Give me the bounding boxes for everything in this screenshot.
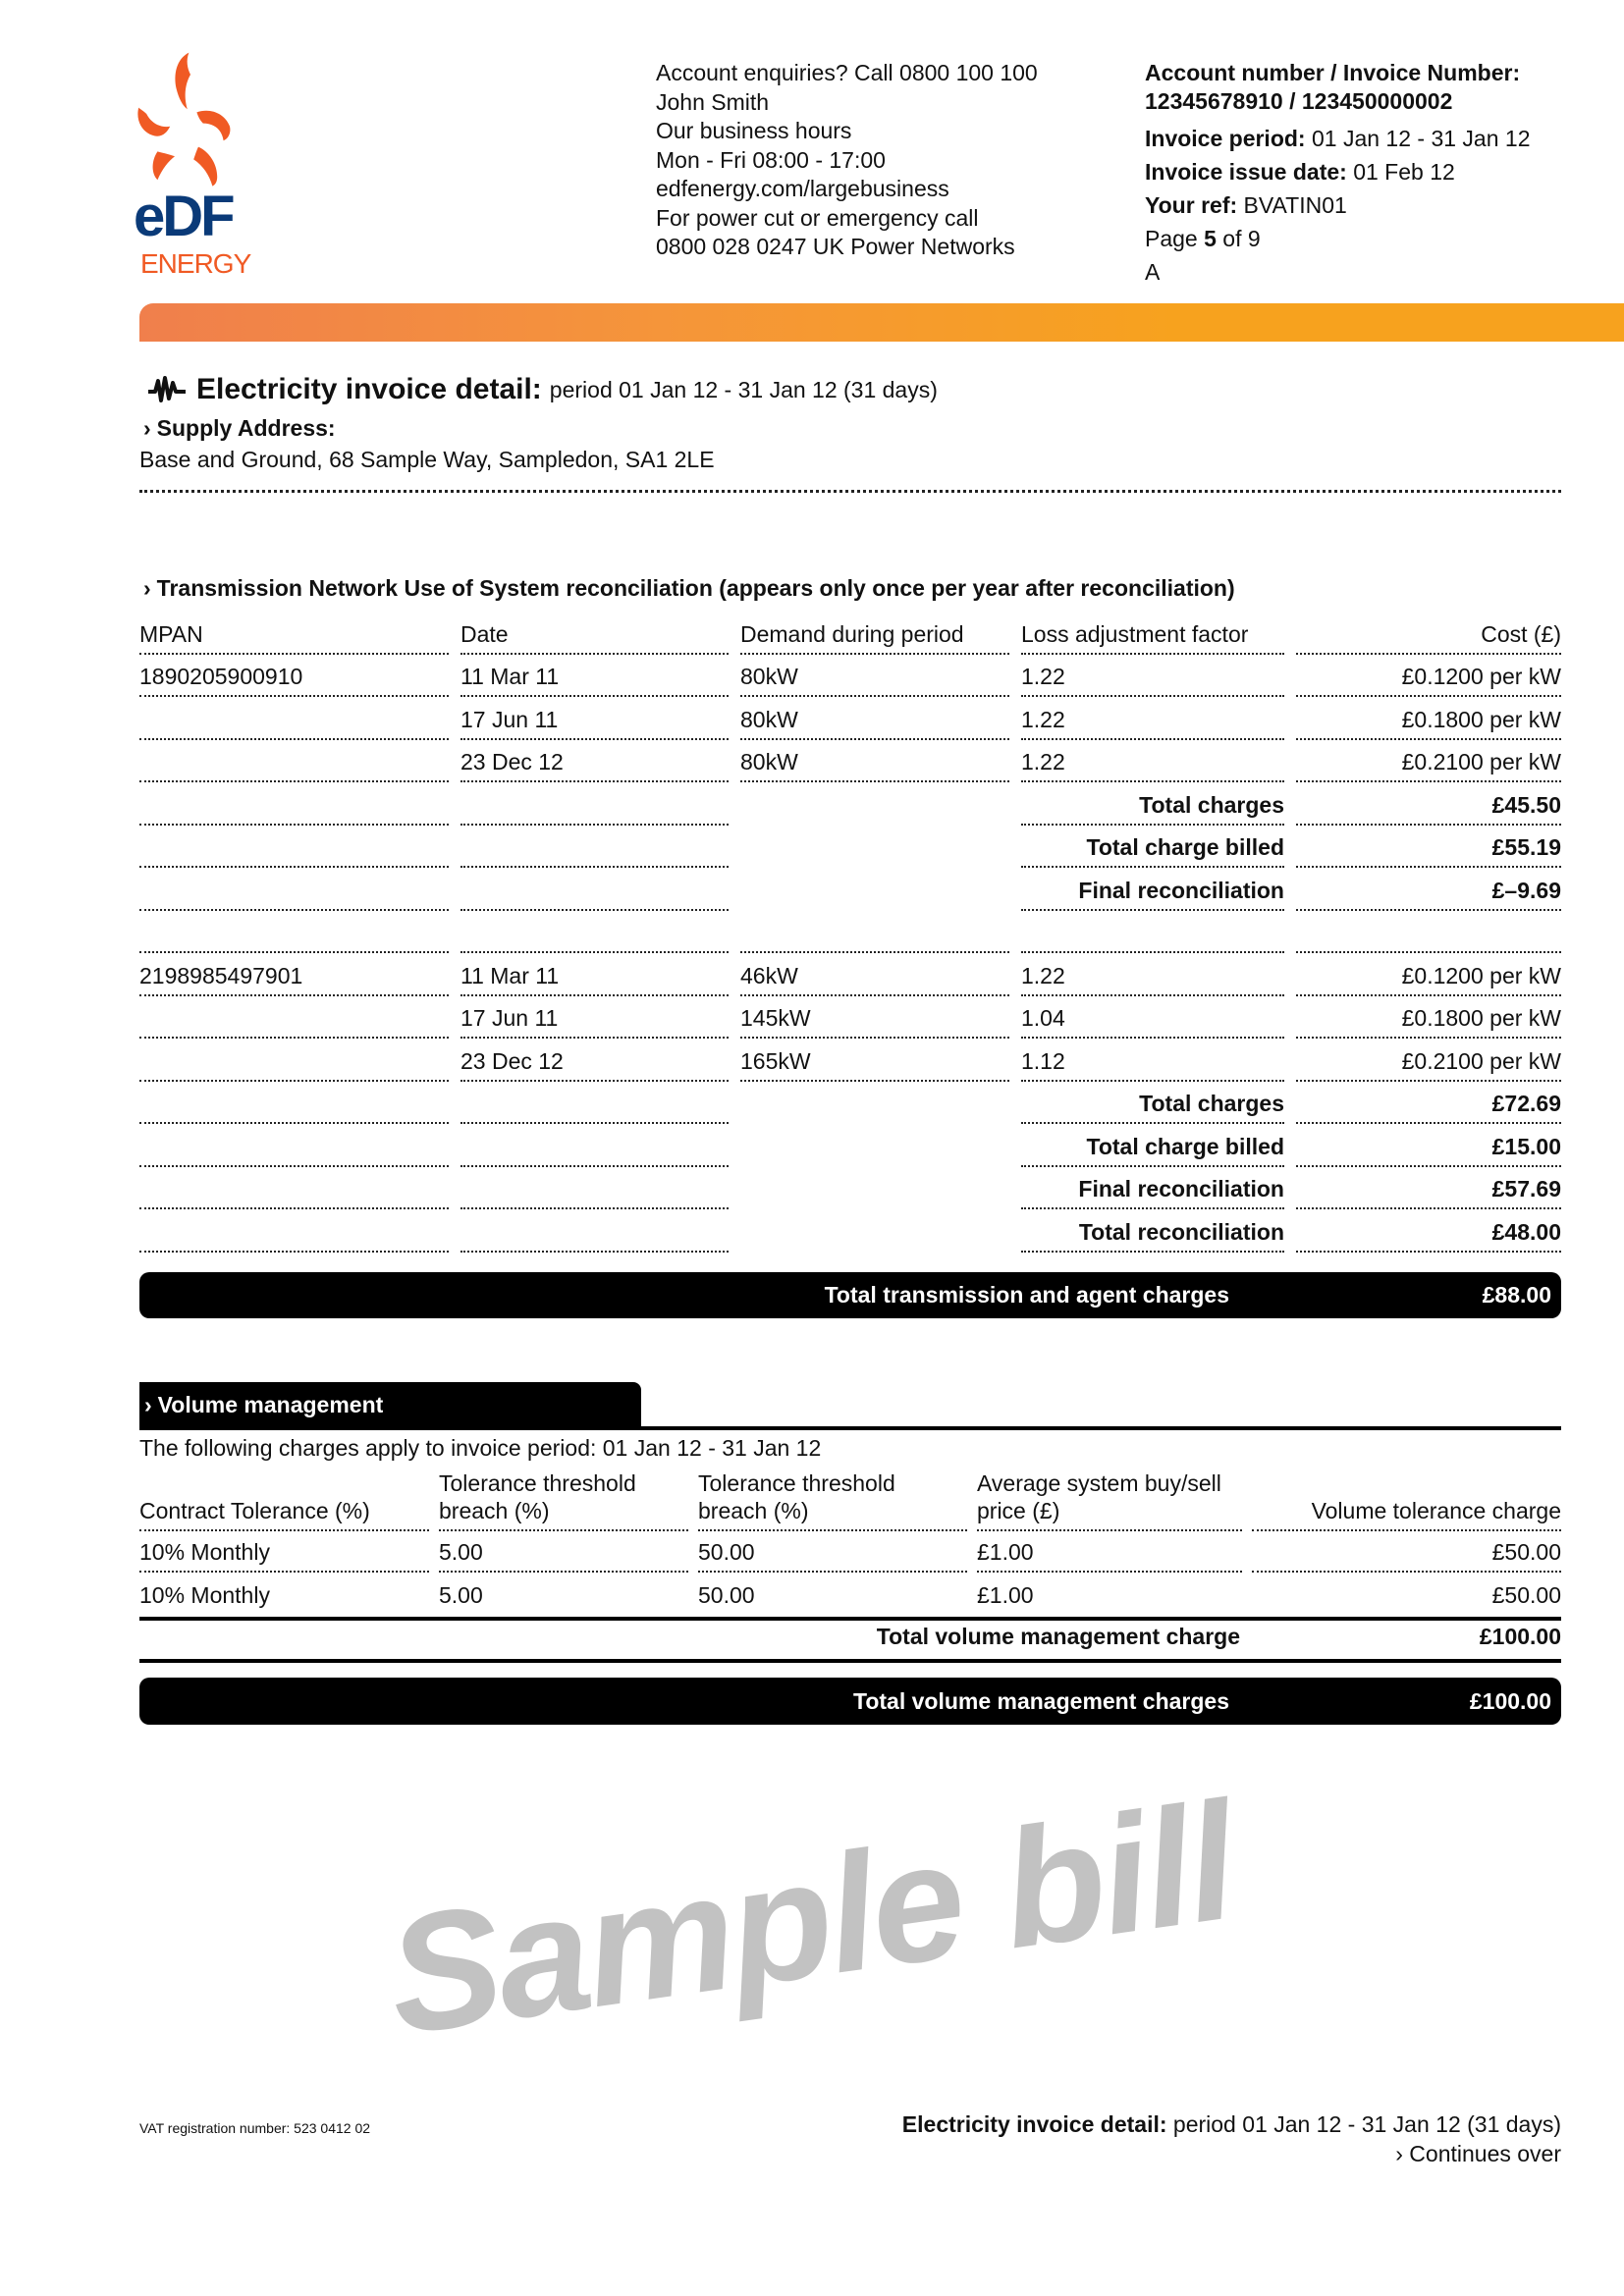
- chevron-right-icon: ›: [143, 415, 151, 441]
- account-info: [1145, 59, 1530, 289]
- contact-name: John Smith: [656, 88, 770, 115]
- chevron-right-icon: ›: [144, 1392, 152, 1417]
- volume-total-label: Total volume management charge: [876, 1624, 1240, 1649]
- footer-detail: [902, 2109, 1561, 2168]
- empty-cell: [139, 1082, 449, 1125]
- empty-cell: [460, 1209, 729, 1253]
- tnuos-table: [139, 612, 1561, 1253]
- continues-over: › Continues over: [1395, 2141, 1561, 2166]
- total-volume-label: Total volume management charges: [852, 1687, 1229, 1714]
- tnuos-heading-text: Transmission Network Use of System reconciliation (appears only once per year after reconciliation): [156, 575, 1235, 601]
- table-cell: 1.12: [1021, 1039, 1284, 1082]
- table-cell: 50.00: [698, 1531, 967, 1573]
- column-header: Volume tolerance charge: [1252, 1467, 1561, 1531]
- empty-cell: [139, 1209, 449, 1253]
- volume-total-row: [139, 1622, 1561, 1657]
- supply-address: Base and Ground, 68 Sample Way, Sampledon, SA1 2LE: [139, 447, 715, 472]
- column-header: Date: [460, 612, 729, 655]
- contact-info: [656, 59, 1038, 262]
- empty-cell: [460, 1167, 729, 1210]
- total-label: Total charge billed: [1021, 826, 1284, 869]
- page-suffix: of 9: [1216, 226, 1261, 251]
- table-cell: 1.22: [1021, 655, 1284, 698]
- business-hours: Mon - Fri 08:00 - 17:00: [656, 146, 886, 173]
- table-cell: 1890205900910: [139, 655, 449, 698]
- table-cell: 80kW: [740, 740, 1009, 783]
- table-cell: 46kW: [740, 953, 1009, 996]
- page-indicator: [1145, 222, 1530, 255]
- footer-period: period 01 Jan 12 - 31 Jan 12 (31 days): [1166, 2111, 1561, 2137]
- electricity-wave-icon: [147, 375, 187, 404]
- total-label: Final reconciliation: [1021, 1167, 1284, 1210]
- table-cell: £0.1800 per kW: [1296, 697, 1561, 740]
- volume-table: [139, 1467, 1561, 1614]
- page-current: 5: [1204, 226, 1217, 251]
- empty-cell: [740, 868, 1009, 911]
- table-cell: 5.00: [439, 1531, 688, 1573]
- divider: [139, 490, 1561, 493]
- watermark-area: [295, 1757, 1326, 2081]
- total-volume-value: £100.00: [1469, 1687, 1551, 1714]
- header-orange-band: [139, 303, 1624, 342]
- supply-address-label: [143, 415, 336, 442]
- column-header: Loss adjustment factor: [1021, 612, 1284, 655]
- table-cell: £0.1200 per kW: [1296, 953, 1561, 996]
- empty-cell: [460, 826, 729, 869]
- table-cell: 50.00: [698, 1582, 755, 1608]
- emergency-number: 0800 028 0247 UK Power Networks: [656, 234, 1015, 259]
- your-ref-value: BVATIN01: [1237, 192, 1347, 218]
- total-value: £15.00: [1296, 1124, 1561, 1167]
- empty-cell: [139, 1167, 449, 1210]
- invoice-issue-date-label: Invoice issue date:: [1145, 159, 1347, 185]
- table-cell: 17 Jun 11: [460, 697, 729, 740]
- table-rule: [139, 1659, 1561, 1663]
- empty-cell: [460, 782, 729, 826]
- column-header: MPAN: [139, 612, 449, 655]
- total-value: £–9.69: [1296, 868, 1561, 911]
- table-cell: £0.1800 per kW: [1296, 996, 1561, 1040]
- table-cell: [139, 1039, 449, 1082]
- table-cell: 23 Dec 12: [460, 1039, 729, 1082]
- detail-title: [147, 373, 938, 406]
- empty-cell: [139, 1124, 449, 1167]
- column-header: Cost (£): [1296, 612, 1561, 655]
- business-hours-label: Our business hours: [656, 118, 852, 143]
- spacer-cell: [139, 911, 449, 954]
- table-cell: £0.2100 per kW: [1296, 740, 1561, 783]
- empty-cell: [740, 782, 1009, 826]
- column-header: Average system buy/sell price (£): [977, 1467, 1242, 1531]
- detail-title-label: Electricity invoice detail:: [196, 373, 542, 405]
- edf-energy-logo: [135, 51, 283, 277]
- table-cell: 1.04: [1021, 996, 1284, 1040]
- spacer-cell: [460, 911, 729, 954]
- column-header: Tolerance threshold breach (%): [698, 1467, 967, 1531]
- total-label: Total reconciliation: [1021, 1209, 1284, 1253]
- volume-total-value: £100.00: [1479, 1624, 1561, 1649]
- table-cell: [139, 697, 449, 740]
- spacer-cell: [1296, 911, 1561, 954]
- logo-energy-text: ENERGY: [140, 248, 251, 277]
- volume-management-tab: [139, 1382, 641, 1428]
- table-cell: 1.22: [1021, 697, 1284, 740]
- table-cell: [139, 740, 449, 783]
- empty-cell: [740, 1082, 1009, 1125]
- invoice-period-value: 01 Jan 12 - 31 Jan 12: [1305, 126, 1531, 151]
- table-cell: 1.22: [1021, 740, 1284, 783]
- vat-registration: VAT registration number: 523 0412 02: [139, 2120, 371, 2136]
- sample-bill-watermark: Sample bill: [376, 1767, 1244, 2071]
- volume-intro: The following charges apply to invoice period: 01 Jan 12 - 31 Jan 12: [139, 1435, 822, 1461]
- table-cell: £0.1200 per kW: [1296, 655, 1561, 698]
- total-transmission-bar: [139, 1272, 1561, 1318]
- total-volume-bar: [139, 1678, 1561, 1725]
- table-cell: 165kW: [740, 1039, 1009, 1082]
- table-cell: £50.00: [1491, 1582, 1561, 1608]
- table-cell: 2198985497901: [139, 953, 449, 996]
- column-header: Demand during period: [740, 612, 1009, 655]
- table-cell: 10% Monthly: [139, 1531, 429, 1573]
- emergency-label: For power cut or emergency call: [656, 204, 979, 231]
- account-number-label: Account number / Invoice Number:: [1145, 60, 1521, 85]
- table-cell: 5.00: [439, 1582, 483, 1608]
- table-cell: 11 Mar 11: [460, 953, 729, 996]
- table-cell: [139, 996, 449, 1040]
- empty-cell: [460, 868, 729, 911]
- logo-brand-text: eDF: [135, 185, 233, 248]
- your-ref-label: Your ref:: [1145, 192, 1238, 218]
- detail-period: period 01 Jan 12 - 31 Jan 12 (31 days): [549, 376, 938, 402]
- total-transmission-value: £88.00: [1482, 1282, 1551, 1308]
- column-header: Tolerance threshold breach (%): [439, 1467, 688, 1531]
- total-value: £48.00: [1296, 1209, 1561, 1253]
- empty-cell: [740, 826, 1009, 869]
- spacer-cell: [740, 911, 1009, 954]
- invoice-period-label: Invoice period:: [1145, 126, 1306, 151]
- account-enquiries-line: Account enquiries? Call 0800 100 100: [656, 60, 1038, 85]
- total-value: £55.19: [1296, 826, 1561, 869]
- total-label: Total charge billed: [1021, 1124, 1284, 1167]
- empty-cell: [139, 782, 449, 826]
- table-cell: £1.00: [977, 1582, 1034, 1608]
- table-cell: £1.00: [977, 1531, 1242, 1573]
- total-value: £57.69: [1296, 1167, 1561, 1210]
- footer-title: Electricity invoice detail:: [901, 2111, 1167, 2137]
- total-label: Total charges: [1021, 1082, 1284, 1125]
- page-letter: A: [1145, 259, 1161, 285]
- table-cell: 10% Monthly: [139, 1582, 270, 1608]
- table-rule: [139, 1617, 1561, 1621]
- invoice-issue-date-value: 01 Feb 12: [1346, 159, 1455, 185]
- total-label: Total charges: [1021, 782, 1284, 826]
- table-cell: 23 Dec 12: [460, 740, 729, 783]
- page-prefix: Page: [1145, 226, 1205, 251]
- total-value: £45.50: [1296, 782, 1561, 826]
- empty-cell: [740, 1124, 1009, 1167]
- column-header: Contract Tolerance (%): [139, 1467, 429, 1531]
- table-cell: 80kW: [740, 697, 1009, 740]
- table-cell: 1.22: [1021, 953, 1284, 996]
- total-value: £72.69: [1296, 1082, 1561, 1125]
- total-transmission-label: Total transmission and agent charges: [824, 1282, 1229, 1308]
- account-number-value: 12345678910 / 123450000002: [1145, 88, 1453, 114]
- table-cell: 11 Mar 11: [460, 655, 729, 698]
- total-label: Final reconciliation: [1021, 868, 1284, 911]
- table-cell: £0.2100 per kW: [1296, 1039, 1561, 1082]
- table-cell: £50.00: [1252, 1531, 1561, 1573]
- spacer-cell: [1021, 911, 1284, 954]
- volume-management-title: Volume management: [157, 1392, 384, 1417]
- empty-cell: [139, 868, 449, 911]
- table-cell: 145kW: [740, 996, 1009, 1040]
- empty-cell: [460, 1082, 729, 1125]
- table-cell: 17 Jun 11: [460, 996, 729, 1040]
- empty-cell: [740, 1209, 1009, 1253]
- supply-address-label-text: Supply Address:: [156, 415, 336, 441]
- empty-cell: [460, 1124, 729, 1167]
- chevron-right-icon: ›: [143, 575, 151, 601]
- empty-cell: [139, 826, 449, 869]
- empty-cell: [740, 1167, 1009, 1210]
- table-cell: 80kW: [740, 655, 1009, 698]
- tnuos-heading: [143, 575, 1235, 602]
- website-link[interactable]: edfenergy.com/largebusiness: [656, 176, 949, 201]
